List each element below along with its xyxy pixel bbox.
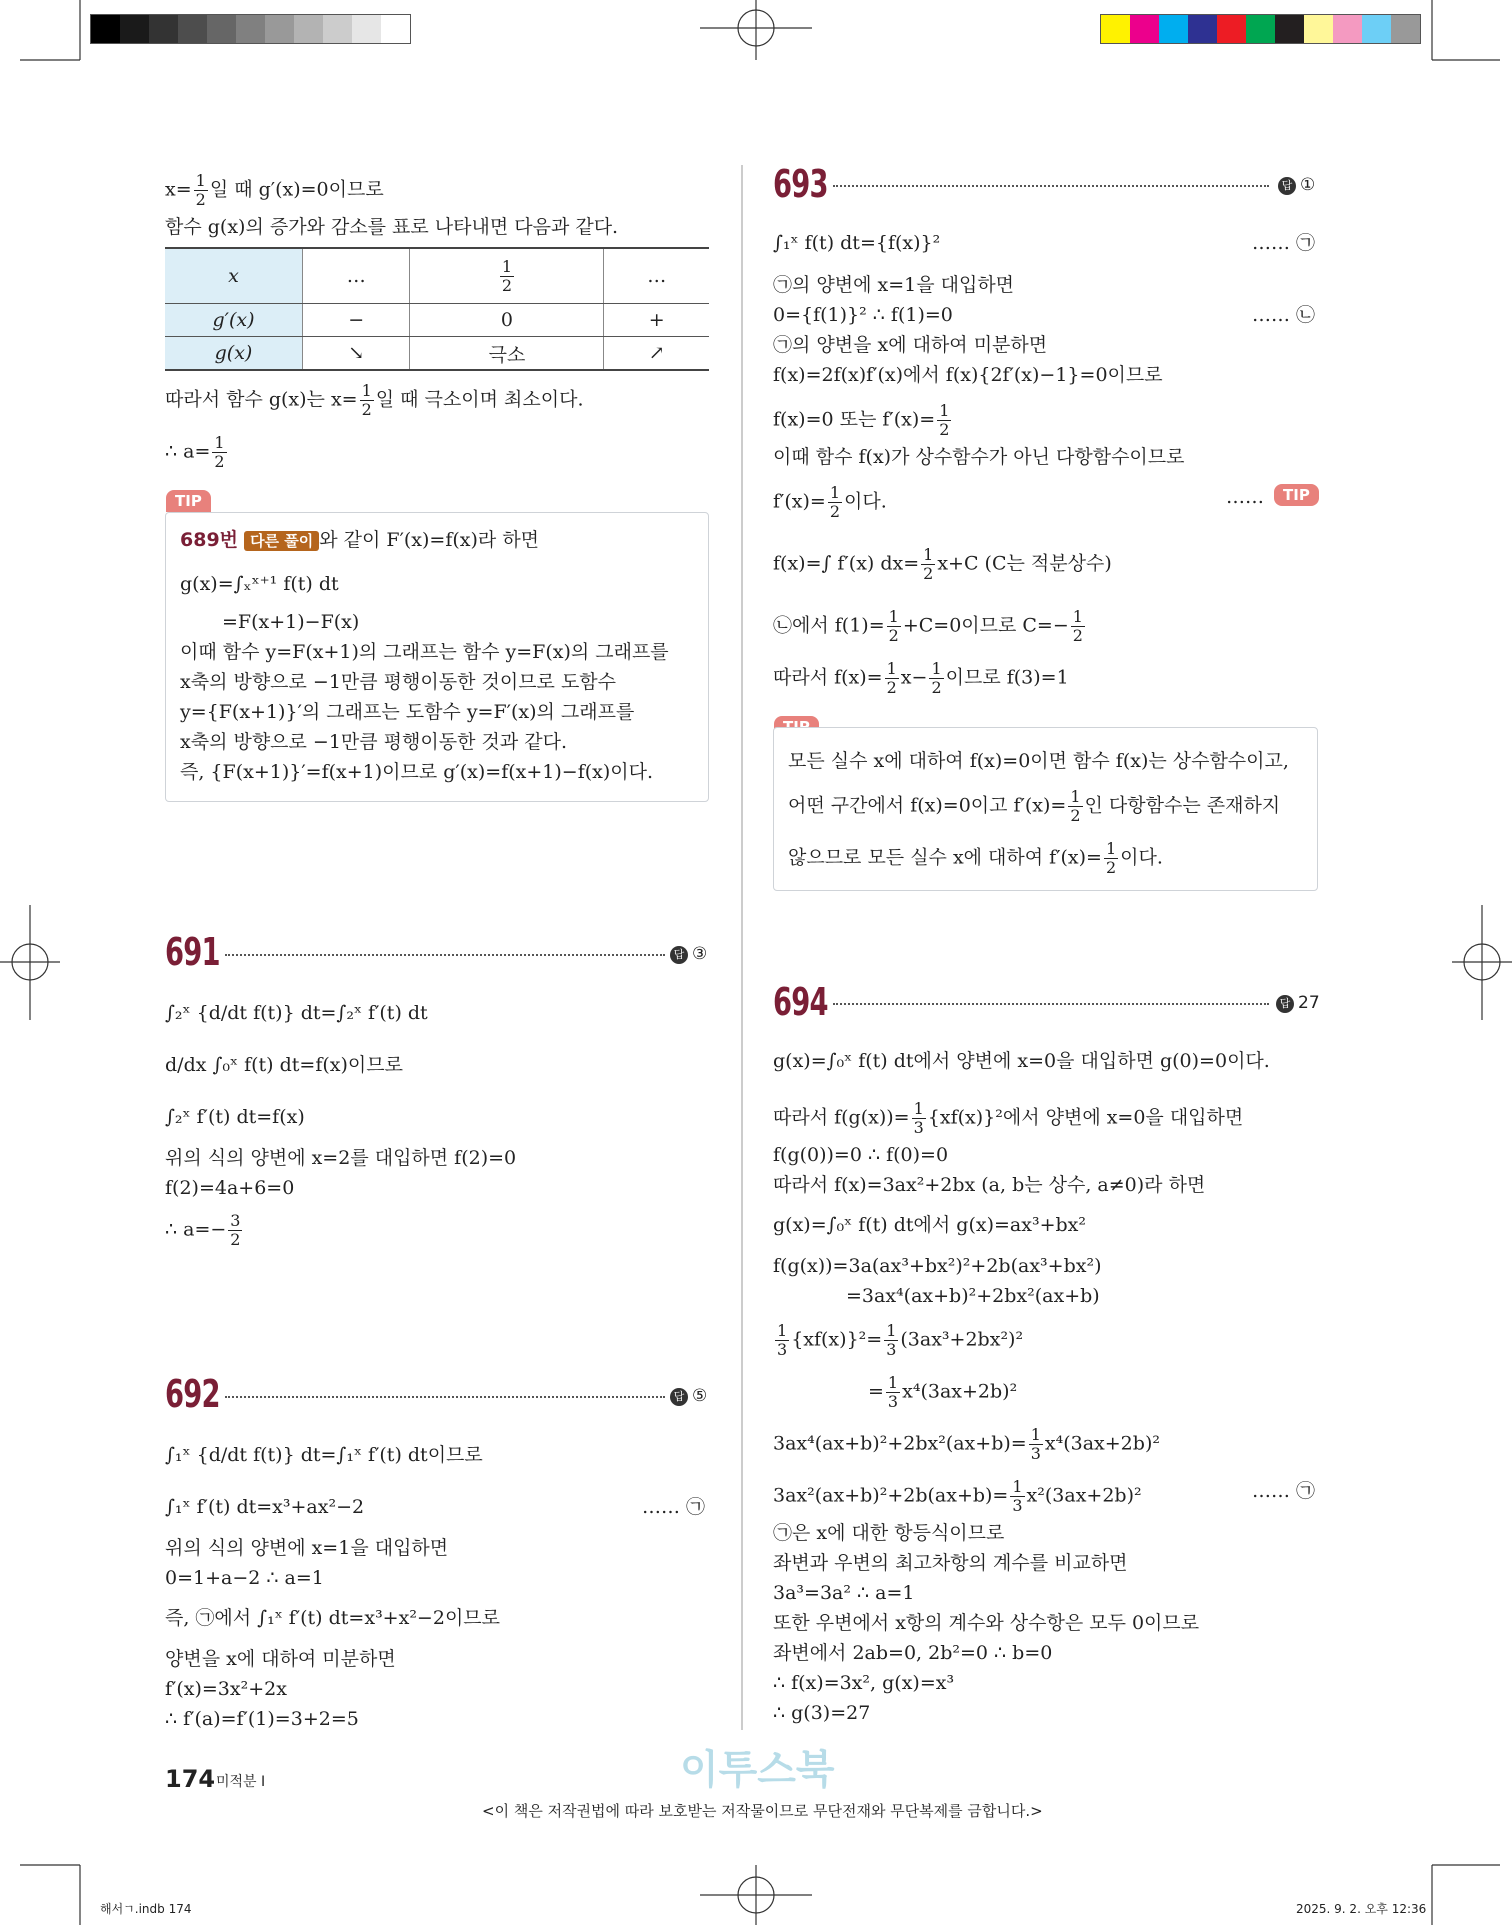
solution-line: $\frac{1}{3}$ {xf(x)}²= $\frac{1}{3}$ (3ax³+2bx²)²: [777, 1321, 1024, 1359]
equation-marker: ……: [1226, 486, 1264, 508]
fraction-half: $\frac{1}{2}$: [1072, 607, 1083, 645]
fraction-half: $\frac{1}{2}$: [361, 381, 372, 419]
fraction-half: $\frac{1}{2}$: [939, 401, 950, 439]
solution-line: ∴ a=− $\frac{3}{2}$: [165, 1211, 241, 1249]
color-swatch: [1130, 15, 1159, 43]
fraction-half: $\frac{1}{2}$: [195, 171, 206, 209]
solution-line: f(g(0))=0 ∴ f(0)=0: [773, 1144, 949, 1166]
solution-line: 위의 식의 양변에 x=2를 대입하면 f(2)=0: [165, 1147, 517, 1169]
solution-line: ∫₁ˣ {d/dt f(t)} dt=∫₁ˣ f′(t) dt이므로: [165, 1444, 483, 1466]
color-swatch: [1362, 15, 1391, 43]
answer-badge: 답 ⑤: [670, 1386, 707, 1406]
tip-line: x축의 방향으로 −1만큼 평행이동한 것과 같다.: [180, 731, 567, 753]
equation-marker: …… ㉠: [1252, 232, 1316, 254]
fraction-half: $\frac{1}{2}$: [1105, 839, 1117, 877]
solution-line: f(g(x))=3a(ax³+bx²)²+2b(ax³+bx²): [773, 1255, 1102, 1277]
color-swatch: [149, 15, 178, 43]
table-cell: 0: [410, 304, 604, 337]
solution-line: 따라서 f(x)= $\frac{1}{2}$ x− $\frac{1}{2}$ 이므로 f(3)=1: [773, 659, 1069, 697]
answer-badge: 답 ①: [1278, 175, 1315, 195]
problem-number: 692: [165, 1372, 220, 1416]
dotted-rule: [225, 954, 665, 956]
tip-line: 즉, {F(x+1)}′=f(x+1)이므로 g′(x)=f(x+1)−f(x)이다.: [180, 761, 654, 783]
tip-line: 689번 다른 풀이 와 같이 F′(x)=f(x)라 하면: [180, 529, 540, 551]
color-swatch: [352, 15, 381, 43]
solution-line: 양변을 x에 대하여 미분하면: [165, 1648, 396, 1670]
fraction-half: $\frac{1}{2}$: [888, 607, 899, 645]
table-cell: 극소: [410, 337, 604, 371]
tip-line: y={F(x+1)}′의 그래프는 도함수 y=F′(x)의 그래프를: [180, 701, 635, 723]
table-cell: ↗: [604, 337, 709, 371]
gray-swatch-bar: [90, 14, 411, 44]
tip-tag: TIP: [1274, 484, 1319, 506]
solution-line: ㉠의 양변을 x에 대하여 미분하면: [773, 334, 1048, 356]
fraction-half: $\frac{1}{2}$: [214, 433, 225, 471]
tip-line: g(x)=∫ₓˣ⁺¹ f(t) dt: [180, 573, 339, 595]
answer-icon: 답: [1276, 995, 1294, 1013]
solution-line: = $\frac{1}{3}$ x⁴(3ax+2b)²: [868, 1373, 1018, 1411]
color-swatch: [1333, 15, 1362, 43]
solution-line: ∴ f′(a)=f′(1)=3+2=5: [165, 1708, 359, 1730]
solution-line: 0={f(1)}² ∴ f(1)=0: [773, 304, 953, 326]
color-swatch: [381, 15, 410, 43]
color-swatch: [1217, 15, 1246, 43]
fraction-third: $\frac{1}{3}$: [1030, 1425, 1041, 1463]
solution-line: 3ax⁴(ax+b)²+2bx²(ax+b)= $\frac{1}{3}$ x⁴(3ax+2b)²: [773, 1425, 1160, 1463]
tip-line: 모든 실수 x에 대하여 f(x)=0이면 함수 f(x)는 상수함수이고,: [788, 750, 1289, 772]
color-swatch: [1304, 15, 1333, 43]
intro-line-1: x= $\frac{1}{2}$ 일 때 g′(x)=0이므로: [165, 171, 384, 209]
solution-line: 3a³=3a² ∴ a=1: [773, 1582, 915, 1604]
fraction-third: $\frac{1}{3}$: [1012, 1477, 1023, 1515]
color-swatch: [120, 15, 149, 43]
problem-number: 691: [165, 930, 220, 974]
equation-marker: …… ㉠: [1252, 1480, 1316, 1502]
table-cell: …: [604, 248, 709, 304]
alt-solution-badge: 다른 풀이: [244, 531, 319, 551]
dotted-rule: [833, 185, 1269, 187]
equation-marker: …… ㉠: [642, 1496, 706, 1518]
dotted-rule: [833, 1003, 1269, 1005]
intro-line-2: 함수 g(x)의 증가와 감소를 표로 나타내면 다음과 같다.: [165, 216, 619, 238]
table-cell: x: [165, 248, 303, 304]
solution-line: ㉡에서 f(1)= $\frac{1}{2}$ +C=0이므로 C=− $\frac{1}{2}$: [773, 607, 1083, 645]
fraction-third: $\frac{1}{3}$: [887, 1373, 899, 1411]
solution-line: 이때 함수 f(x)가 상수함수가 아닌 다항함수이므로: [773, 446, 1185, 468]
answer-line: ∴ a= $\frac{1}{2}$: [165, 433, 225, 471]
color-swatch: [265, 15, 294, 43]
tip-line: 않으므로 모든 실수 x에 대하여 f′(x)= $\frac{1}{2}$ 이다.: [788, 839, 1163, 877]
solution-line: 0=1+a−2 ∴ a=1: [165, 1567, 324, 1589]
solution-line: 또한 우변에서 x항의 계수와 상수항은 모두 0이므로: [773, 1612, 1200, 1634]
answer-icon: 답: [670, 946, 688, 964]
fraction-half: $\frac{1}{2}$: [886, 659, 897, 697]
solution-line: ∫₂ˣ f′(t) dt=f(x): [165, 1106, 305, 1128]
answer-icon: 답: [1278, 177, 1296, 195]
solution-line: 3ax²(ax+b)²+2b(ax+b)= $\frac{1}{3}$ x²(3ax+2b)²: [773, 1477, 1142, 1515]
solution-line: f(x)=∫ f′(x) dx= $\frac{1}{2}$ x+C (C는 적분상수): [773, 545, 1112, 583]
tip-box: [165, 512, 709, 802]
subject-label: 미적분 I: [216, 1774, 266, 1790]
dotted-rule: [225, 1396, 665, 1398]
problem-number: 693: [773, 162, 828, 206]
answer-badge: 답 27: [1276, 993, 1320, 1013]
table-cell: −: [303, 304, 410, 337]
fraction-third: $\frac{1}{3}$: [886, 1321, 897, 1359]
fraction-half: $\frac{1}{2}$: [829, 483, 840, 521]
solution-line: 위의 식의 양변에 x=1을 대입하면: [165, 1537, 449, 1559]
conclusion-line: 따라서 함수 g(x)는 x= $\frac{1}{2}$ 일 때 극소이며 최소이다.: [165, 381, 584, 419]
fraction-third: $\frac{1}{3}$: [777, 1321, 788, 1359]
solution-line: f′(x)= $\frac{1}{2}$ 이다.: [773, 483, 887, 521]
answer-badge: 답 ③: [670, 944, 707, 964]
color-swatch-bar: [1100, 14, 1421, 44]
color-swatch: [91, 15, 120, 43]
color-swatch: [1391, 15, 1420, 43]
table-cell: …: [303, 248, 410, 304]
fraction: $\frac{3}{2}$: [230, 1211, 241, 1249]
solution-line: g(x)=∫₀ˣ f(t) dt에서 양변에 x=0을 대입하면 g(0)=0이다.: [773, 1050, 1270, 1072]
color-swatch: [1101, 15, 1130, 43]
copyright-notice: <이 책은 저작권법에 따라 보호받는 저작물이므로 무단전재와 무단복제를 금합니다.>: [482, 1802, 1043, 1820]
color-swatch: [1246, 15, 1275, 43]
solution-line: ∫₁ˣ f(t) dt={f(x)}²: [773, 232, 941, 254]
solution-line: ∴ f(x)=3x², g(x)=x³: [773, 1672, 955, 1694]
tip-box: [773, 727, 1318, 891]
color-swatch: [178, 15, 207, 43]
file-info: 해서ㄱ.indb 174: [100, 1902, 192, 1916]
solution-line: 따라서 f(x)=3ax²+2bx (a, b는 상수, a≠0)라 하면: [773, 1174, 1206, 1196]
solution-line: 즉, ㉠에서 ∫₁ˣ f′(t) dt=x³+x²−2이므로: [165, 1607, 501, 1629]
tip-line: =F(x+1)−F(x): [222, 611, 360, 633]
table-row: [165, 337, 709, 371]
page-number: 174: [165, 1765, 216, 1793]
color-swatch: [236, 15, 265, 43]
table-row: [165, 304, 709, 337]
table-cell: ↘: [303, 337, 410, 371]
fraction-half: $\frac{1}{2}$: [1070, 787, 1081, 825]
color-swatch: [1188, 15, 1217, 43]
increase-decrease-table: [165, 247, 709, 371]
table-cell: +: [604, 304, 709, 337]
tip-line: 어떤 구간에서 f(x)=0이고 f′(x)= $\frac{1}{2}$ 인 다항함수는 존재하지: [788, 787, 1281, 825]
solution-line: f′(x)=3x²+2x: [165, 1678, 287, 1700]
equation-marker: …… ㉡: [1252, 304, 1316, 326]
solution-line: 좌변에서 2ab=0, 2b²=0 ∴ b=0: [773, 1642, 1053, 1664]
color-swatch: [1159, 15, 1188, 43]
solution-line: ㉠의 양변에 x=1을 대입하면: [773, 274, 1015, 296]
color-swatch: [207, 15, 236, 43]
solution-line: 좌변과 우변의 최고차항의 계수를 비교하면: [773, 1552, 1128, 1574]
color-swatch: [294, 15, 323, 43]
solution-line: f(x)=2f(x)f′(x)에서 f(x){2f′(x)−1}=0이므로: [773, 364, 1163, 386]
tip-line: x축의 방향으로 −1만큼 평행이동한 것이므로 도함수: [180, 671, 617, 693]
fraction-half: $\frac{1}{2}$: [501, 256, 513, 295]
table-cell: g′(x): [165, 304, 303, 337]
solution-line: ㉠은 x에 대한 항등식이므로: [773, 1522, 1005, 1544]
table-cell: [410, 248, 604, 304]
solution-line: ∫₁ˣ f′(t) dt=x³+ax²−2: [165, 1496, 365, 1518]
solution-line: ∴ g(3)=27: [773, 1702, 871, 1724]
table-cell: g(x): [165, 337, 303, 371]
solution-line: g(x)=∫₀ˣ f(t) dt에서 g(x)=ax³+bx²: [773, 1214, 1087, 1236]
solution-line: ∫₂ˣ {d/dt f(t)} dt=∫₂ˣ f′(t) dt: [165, 1002, 428, 1024]
solution-line: f(2)=4a+6=0: [165, 1177, 295, 1199]
publisher-watermark: 이투스북: [680, 1747, 835, 1793]
solution-line: =3ax⁴(ax+b)²+2bx²(ax+b): [846, 1285, 1100, 1307]
fraction-half: $\frac{1}{2}$: [923, 545, 934, 583]
tip-tag: TIP: [166, 490, 211, 512]
fraction-third: $\frac{1}{3}$: [913, 1099, 924, 1137]
fraction-half: $\frac{1}{2}$: [931, 659, 942, 697]
problem-number: 694: [773, 980, 828, 1024]
solution-line: d/dx ∫₀ˣ f(t) dt=f(x)이므로: [165, 1054, 403, 1076]
print-timestamp: 2025. 9. 2. 오후 12:36: [1296, 1902, 1427, 1916]
answer-icon: 답: [670, 1388, 688, 1406]
tip-line: 이때 함수 y=F(x+1)의 그래프는 함수 y=F(x)의 그래프를: [180, 641, 669, 663]
color-swatch: [1275, 15, 1304, 43]
table-row: [165, 248, 709, 304]
solution-line: f(x)=0 또는 f′(x)= $\frac{1}{2}$: [773, 401, 950, 439]
solution-line: 따라서 f(g(x))= $\frac{1}{3}$ {xf(x)}²에서 양변에 x=0을 대입하면: [773, 1099, 1244, 1137]
color-swatch: [323, 15, 352, 43]
